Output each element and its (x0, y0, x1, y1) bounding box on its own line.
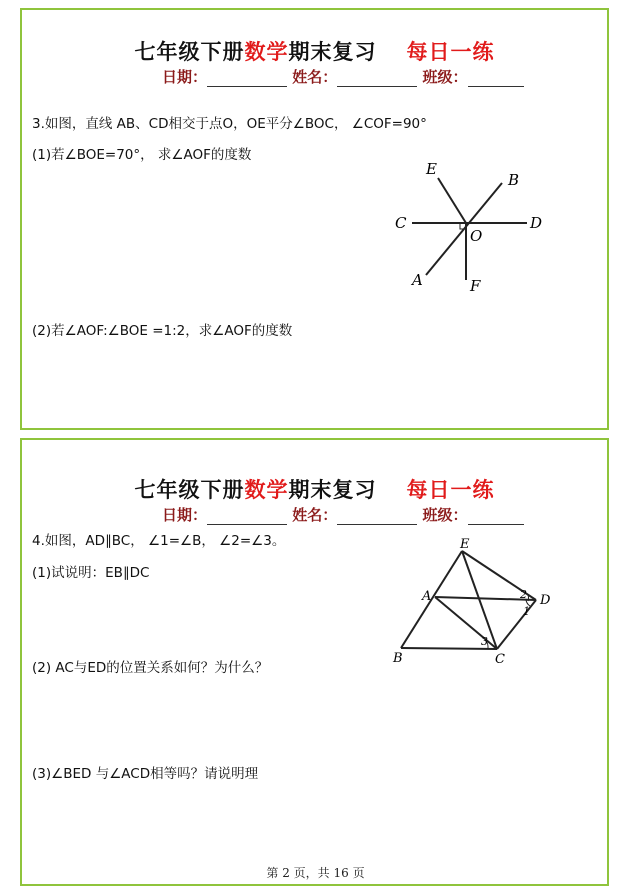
label-c: C (395, 214, 407, 232)
date-blank[interactable] (207, 510, 287, 525)
problem3-part1: (1)若∠BOE=70°， 求∠AOF的度数 (32, 147, 252, 163)
problem3-part2: (2)若∠AOF:∠BOE =1:2，求∠AOF的度数 (32, 323, 293, 339)
ray-oe (438, 178, 466, 223)
problem4-part1: (1)试说明：EB∥DC (32, 565, 150, 581)
label-e: E (460, 537, 470, 552)
label-angle-3: 3 (481, 635, 488, 648)
problem3-stem: 3.如图，直线 AB、CD相交于点O，OE平分∠BOC， ∠COF=90° (32, 116, 427, 132)
page-footer: 第 2 页，共 16 页 (266, 866, 365, 880)
name-blank[interactable] (337, 510, 417, 525)
title-review: 期末复习 (288, 477, 377, 502)
title-grade: 七年级下册 (134, 477, 245, 502)
label-b: B (508, 171, 520, 189)
label-o: O (470, 227, 483, 245)
label-d: D (540, 593, 551, 608)
problem4-part2: (2) AC与ED的位置关系如何？为什么？ (32, 660, 269, 676)
name-label: 姓名： (292, 68, 338, 86)
label-angle-1: 1 (523, 605, 530, 618)
date-label: 日期： (162, 68, 208, 86)
label-b: B (393, 651, 403, 666)
label-f: F (470, 277, 481, 295)
date-label: 日期： (162, 506, 208, 524)
title-subject: 数学 (244, 477, 289, 502)
sheet-title (22, 36, 607, 66)
segment-cd (497, 600, 536, 649)
problem4-stem: 4.如图，AD∥BC， ∠1=∠B， ∠2=∠3。 (32, 533, 286, 549)
angle-2-arc (528, 595, 529, 601)
class-label: 班级： (422, 68, 468, 86)
title-daily: 每日一练 (406, 39, 495, 64)
title-grade: 七年级下册 (134, 39, 245, 64)
segment-bc (401, 648, 497, 649)
class-label: 班级： (422, 506, 468, 524)
label-a: A (412, 271, 423, 289)
date-blank[interactable] (207, 72, 287, 87)
student-info-line (162, 66, 524, 87)
label-angle-2: 2 (520, 588, 527, 601)
label-c: C (495, 652, 505, 667)
problem4-part3: (3)∠BED 与∠ACD相等吗？请说明理 (32, 766, 259, 782)
class-blank[interactable] (468, 510, 524, 525)
exercise-card-2 (20, 438, 609, 886)
problem3-figure (382, 158, 562, 298)
label-a: A (422, 589, 432, 604)
title-subject: 数学 (244, 39, 289, 64)
class-blank[interactable] (468, 72, 524, 87)
name-label: 姓名： (292, 506, 338, 524)
label-e: E (426, 160, 437, 178)
sheet-title-2 (22, 474, 607, 504)
title-daily: 每日一练 (406, 477, 495, 502)
student-info-line-2 (162, 504, 524, 525)
exercise-card-1 (20, 8, 609, 430)
problem4-figure (380, 536, 580, 672)
segment-eb (401, 551, 462, 648)
label-d: D (530, 214, 543, 232)
name-blank[interactable] (337, 72, 417, 87)
title-review: 期末复习 (288, 39, 377, 64)
